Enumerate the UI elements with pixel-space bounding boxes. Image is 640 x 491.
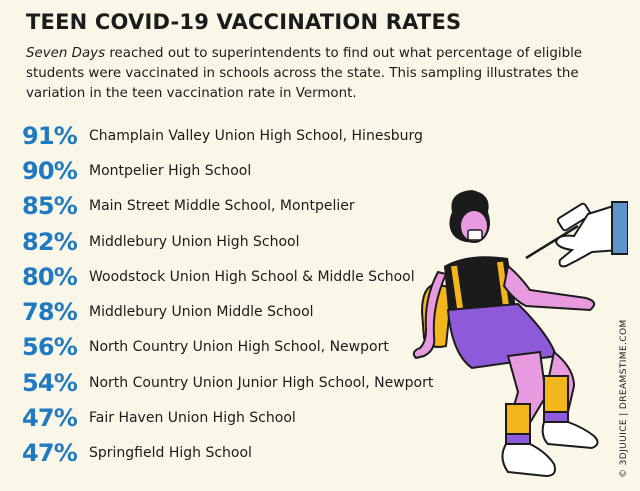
subtitle — [26, 44, 626, 104]
school-name: Montpelier High School — [89, 162, 252, 179]
table-row — [22, 259, 462, 294]
school-name: Middlebury Union Middle School — [89, 304, 314, 321]
subtitle-text: reached out to superintendents to find out what percentage of eligible students were vaccinated in schools across the state. This sampling illustrates the variation in the teen vaccination rate in Vermont. — [26, 46, 583, 101]
school-name: Springfield High School — [89, 445, 252, 462]
school-name: Middlebury Union High School — [89, 233, 300, 250]
school-name: Fair Haven Union High School — [89, 410, 296, 427]
school-name: Champlain Valley Union High School, Hinesburg — [89, 127, 423, 144]
vaccination-rate: 82% — [22, 227, 78, 256]
table-row — [22, 365, 462, 400]
table-row — [22, 400, 462, 435]
vaccination-illustration — [408, 186, 628, 486]
page-title: TEEN COVID-19 VACCINATION RATES — [26, 10, 462, 34]
vaccination-rate: 54% — [22, 368, 78, 397]
subtitle-emphasis: Seven Days — [26, 46, 106, 61]
vaccination-rate: 80% — [22, 262, 78, 291]
vaccination-rate: 85% — [22, 192, 78, 221]
table-row — [22, 330, 462, 365]
table-row — [22, 118, 462, 153]
vaccination-rate: 47% — [22, 439, 78, 468]
vaccination-rate: 56% — [22, 333, 78, 362]
school-name: Woodstock Union High School & Middle School — [89, 268, 415, 285]
vaccination-rate: 91% — [22, 121, 78, 150]
table-row — [22, 189, 462, 224]
school-name: North Country Union High School, Newport — [89, 339, 389, 356]
photo-credit: © 3DJUUICE | DREAMSTIME.COM — [619, 319, 629, 478]
table-row — [22, 153, 462, 188]
vaccination-rate: 47% — [22, 404, 78, 433]
school-name: North Country Union Junior High School, Newport — [89, 374, 434, 391]
school-name: Main Street Middle School, Montpelier — [89, 198, 355, 215]
table-row — [22, 436, 462, 471]
vaccination-rate: 78% — [22, 298, 78, 327]
vaccination-table — [22, 118, 462, 471]
table-row — [22, 294, 462, 329]
table-row — [22, 224, 462, 259]
vaccination-rate: 90% — [22, 156, 78, 185]
